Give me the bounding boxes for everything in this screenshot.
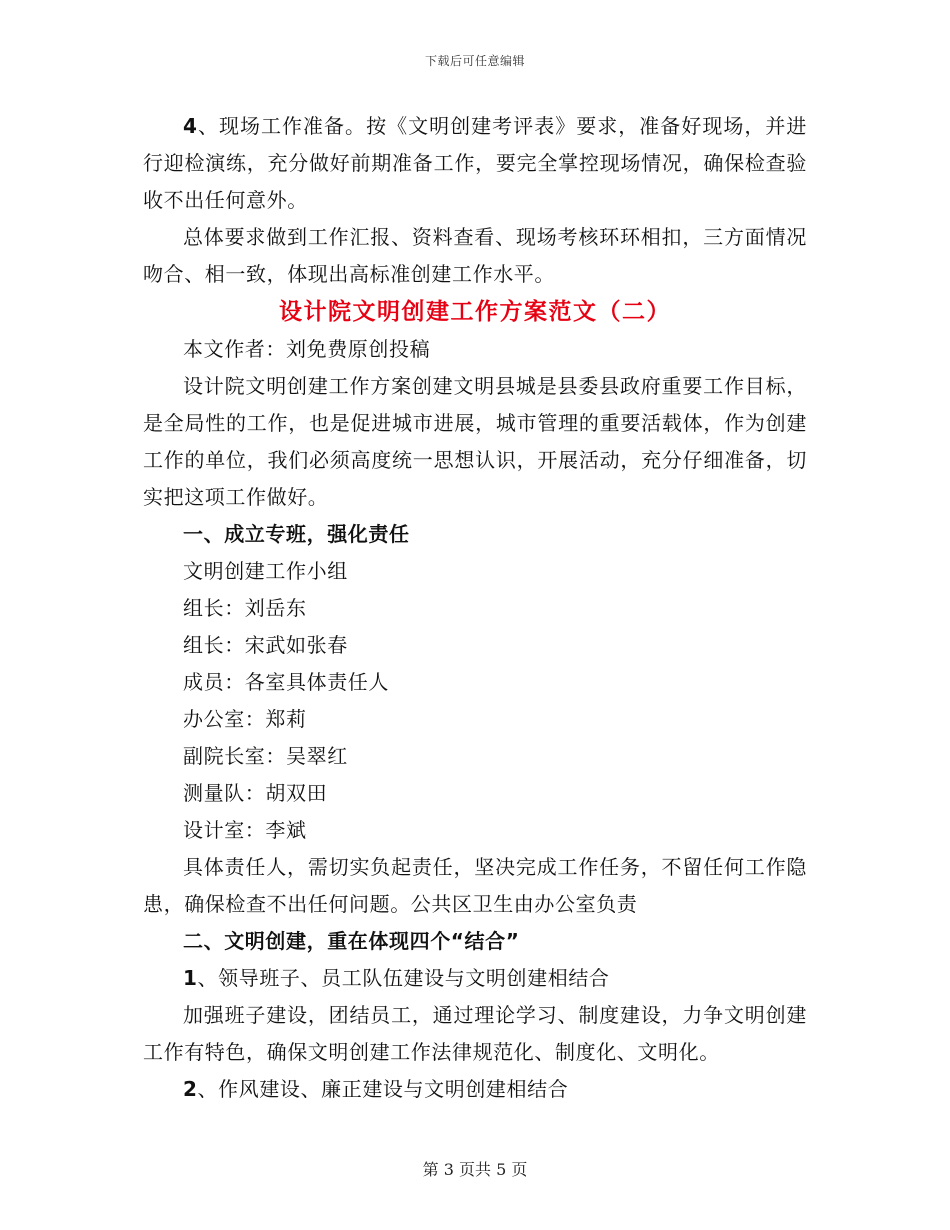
list-line: 组长：宋武如张春: [183, 633, 348, 657]
list-line: 组长：刘岳东: [183, 596, 307, 620]
list-line: 测量队：胡双田: [183, 781, 328, 805]
author-line: 本文作者：刘免费原创投稿: [183, 337, 431, 361]
item-number: 4: [183, 114, 198, 138]
paragraph-intro: 设计院文明创建工作方案创建文明县城是县委县政府重要工作目标，是全局性的工作，也是促进城市进展，城市管理的重要活载体，作为创建工作的单位，我们必须高度统一思想认识，开展活动，充分仔细准备，切实把这项工作做好。: [143, 374, 807, 509]
subheading-2: [143, 1071, 807, 1108]
paragraph-responsibility: 具体责任人，需切实负起责任，坚决完成工作任务，不留任何工作隐患，确保检查不出任何问题。公共区卫生由办公室负责: [143, 855, 807, 916]
paragraph-site-preparation: [143, 108, 807, 219]
document-body: [143, 108, 807, 1108]
list-line: 办公室：郑莉: [183, 707, 307, 731]
page-header: 下载后可任意编辑: [424, 54, 525, 68]
item-number: 1: [183, 966, 198, 990]
paragraph-item1-body: 加强班子建设，团结员工，通过理论学习、制度建设，力争文明创建工作有特色，确保文明创建工作法律规范化、制度化、文明化。: [143, 1003, 807, 1064]
subheading-text: 、作风建设、廉正建设与文明创建相结合: [197, 1077, 569, 1101]
document-title: 设计院文明创建工作方案范文（二）: [279, 299, 671, 325]
page-footer: 第 3 页共 5 页: [422, 1160, 528, 1179]
list-line: 设计室：李斌: [183, 818, 307, 842]
subheading-text: 、领导班子、员工队伍建设与文明创建相结合: [197, 966, 610, 990]
paragraph-overall-requirement: 总体要求做到工作汇报、资料查看、现场考核环环相扣，三方面情况吻合、相一致，体现出高标准创建工作水平。: [143, 225, 807, 286]
item-number: 2: [183, 1077, 198, 1101]
list-line: 副院长室：吴翠红: [183, 744, 348, 768]
subheading-1: [143, 960, 807, 997]
list-line: 成员：各室具体责任人: [183, 670, 389, 694]
paragraph-text: 、现场工作准备。按《文明创建考评表》要求，准备好现场，并进行迎检演练，充分做好前期准备工作，要完全掌控现场情况，确保检查验收不出任何意外。: [143, 114, 807, 212]
section-heading-2: 二、文明创建，重在体现四个“结合”: [183, 929, 520, 953]
section-heading-1: 一、成立专班，强化责任: [183, 522, 410, 546]
list-line: 文明创建工作小组: [183, 559, 348, 583]
